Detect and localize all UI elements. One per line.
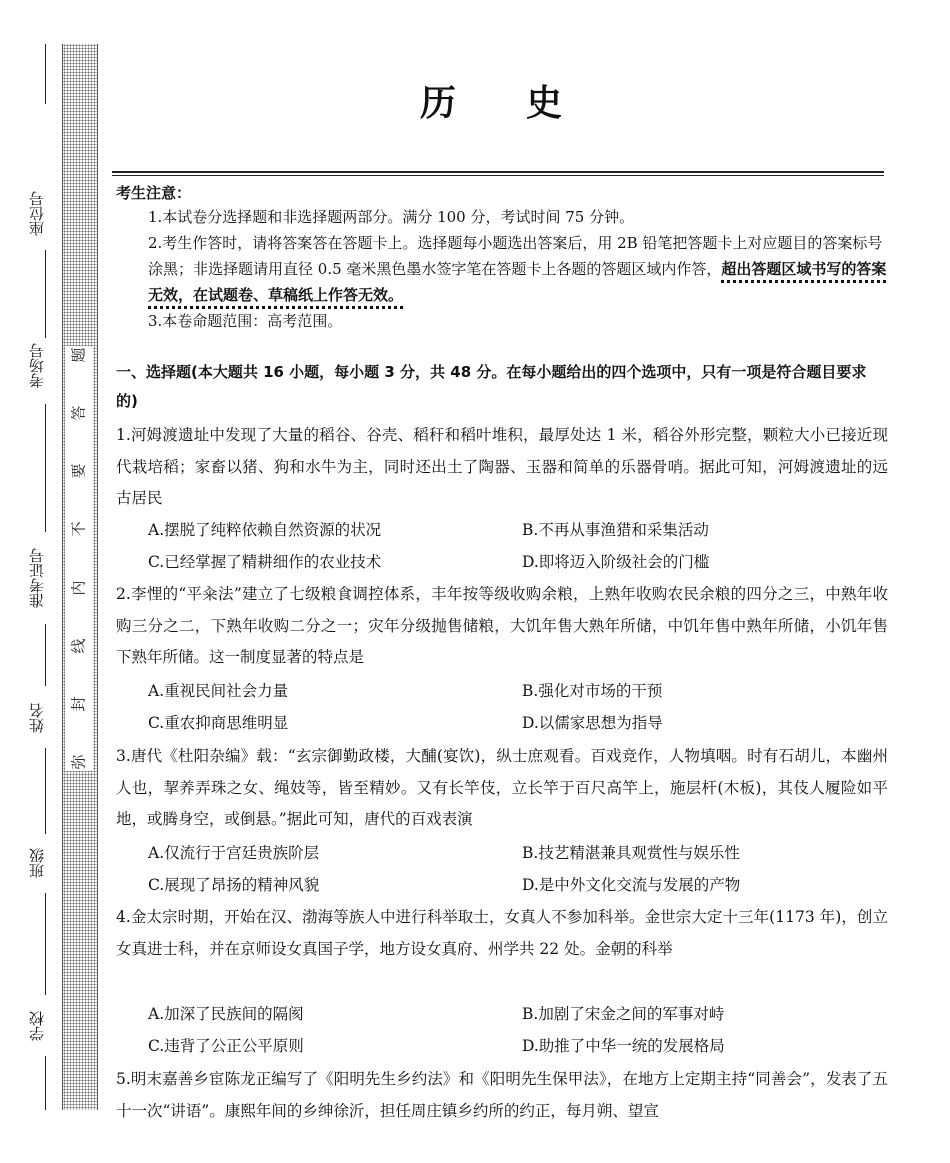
seal-notice <box>65 346 93 771</box>
option-c: C.已经掌握了精耕细作的农业技术 <box>148 553 382 571</box>
option-a: A.摆脱了纯粹依赖自然资源的状况 <box>148 521 382 539</box>
seal-char: 要 <box>69 463 88 479</box>
page-title: 历史 <box>420 83 633 124</box>
margin-line <box>45 404 46 532</box>
question-stem: 1.河姆渡遗址中发现了大量的稻谷、谷壳、稻秆和稻叶堆积，最厚处达 1 米，稻谷外形完整，颗粒大小已接近现代栽培稻；家畜以猪、狗和水牛为主，同时还出土了陶器、玉器和简单的乐器骨哨。据此可知，河姆渡遗址的远古居民 <box>116 426 888 507</box>
option-d: D.助推了中华一统的发展格局 <box>522 1037 725 1055</box>
seat-number-label: 座位号 <box>28 191 46 237</box>
question-stem: 5.明末嘉善乡宦陈龙正编写了《阳明先生乡约法》和《阳明先生保甲法》，在地方上定期主持“同善会”，发表了五十一次“讲语”。康熙年间的乡绅徐沂，担任周庄镇乡约所的约正，每月朔、望宣 <box>116 1070 888 1120</box>
notice-item-2 <box>148 230 888 308</box>
option-a: A.加深了民族间的隔阂 <box>148 1005 304 1023</box>
question-stem: 4.金太宗时期，开始在汉、渤海等族人中进行科举取士，女真人不参加科举。金世宗大定十三年(1173 年)，创立女真进士科，并在京师设女真国子学，地方设女真府、州学共 22 处。金朝的科举 <box>116 908 888 958</box>
question-stem: 2.李悝的“平籴法”建立了七级粮食调控体系，丰年按等级收购余粮，上熟年收购农民余粮的四分之三，中熟年收购三分之二，下熟年收购二分之一；灾年分级抛售储粮，大饥年售大熟年所储，中饥年售中熟年所储，小饥年售下熟年所储。这一制度显著的特点是 <box>116 585 888 666</box>
option-c: C.展现了昂扬的精神风貌 <box>148 876 320 894</box>
seal-char: 题 <box>69 347 88 363</box>
seal-char: 内 <box>69 580 88 596</box>
notice-item-2-text: 2.考生作答时，请将答案答在答题卡上。选择题每小题选出答案后，用 2B 铅笔把答题卡上对应题目的答案标号涂黑；非选择题请用直径 0.5 毫米黑色墨水签字笔在答题卡上各题的答题区域内作答， <box>148 234 883 278</box>
option-b: B.技艺精湛兼具观赏性与娱乐性 <box>522 844 740 862</box>
notice-item-3: 3.本卷命题范围：高考范围。 <box>148 312 343 330</box>
margin-line <box>45 893 46 995</box>
seal-char: 封 <box>69 696 88 712</box>
option-a: A.重视民间社会力量 <box>148 682 289 700</box>
seal-char: 弥 <box>69 754 88 770</box>
admission-number-label: 准考证号 <box>28 548 46 608</box>
seal-char: 不 <box>69 521 88 537</box>
option-c: C.违背了公正公平原则 <box>148 1037 304 1055</box>
exam-room-label: 考场号 <box>28 343 46 389</box>
name-label: 姓名 <box>28 703 46 733</box>
notice-item-1: 1.本试卷分选择题和非选择题两部分。满分 100 分，考试时间 75 分钟。 <box>148 208 635 226</box>
margin-line <box>45 624 46 686</box>
class-label: 班级 <box>28 848 46 878</box>
header-rule <box>112 175 884 176</box>
seal-char: 线 <box>69 638 88 654</box>
margin-line <box>45 1056 46 1110</box>
option-a: A.仅流行于宫廷贵族阶层 <box>148 844 320 862</box>
option-d: D.以儒家思想为指导 <box>522 714 663 732</box>
seal-char: 答 <box>69 405 88 421</box>
header-rule <box>112 171 884 173</box>
option-b: B.加剧了宋金之间的军事对峙 <box>522 1005 725 1023</box>
question-stem: 3.唐代《杜阳杂编》载：“玄宗御勤政楼，大酺(宴饮)，纵士庶观看。百戏竞作，人物填咽。时有石胡儿，本幽州人也，挈养弄珠之女、绳妓等，皆至精妙。又有长竿伎，立长竿于百尺高竿上，施层杆(木板)，其伎人履险如平地，或腾身空，或倒悬。”据此可知，唐代的百戏表演 <box>116 747 888 828</box>
notice-item-2-emphasis: 超出答题区域书写的答案无效，在试题卷、草稿纸上作答无效。 <box>148 260 886 309</box>
option-b: B.强化对市场的干预 <box>522 682 663 700</box>
margin-line <box>45 748 46 834</box>
margin-line <box>45 250 46 338</box>
section-heading: 一、选择题(本大题共 16 小题，每小题 3 分，共 48 分。在每小题给出的四个选项中，只有一项是符合题目要求的) <box>116 363 867 410</box>
notice-heading: 考生注意： <box>116 184 192 202</box>
option-d: D.即将迈入阶级社会的门槛 <box>522 553 710 571</box>
margin-line <box>45 44 46 104</box>
option-d: D.是中外文化交流与发展的产物 <box>522 876 741 894</box>
school-label: 学校 <box>28 1011 46 1041</box>
option-b: B.不再从事渔猎和采集活动 <box>522 521 709 539</box>
option-c: C.重农抑商思维明显 <box>148 714 289 732</box>
